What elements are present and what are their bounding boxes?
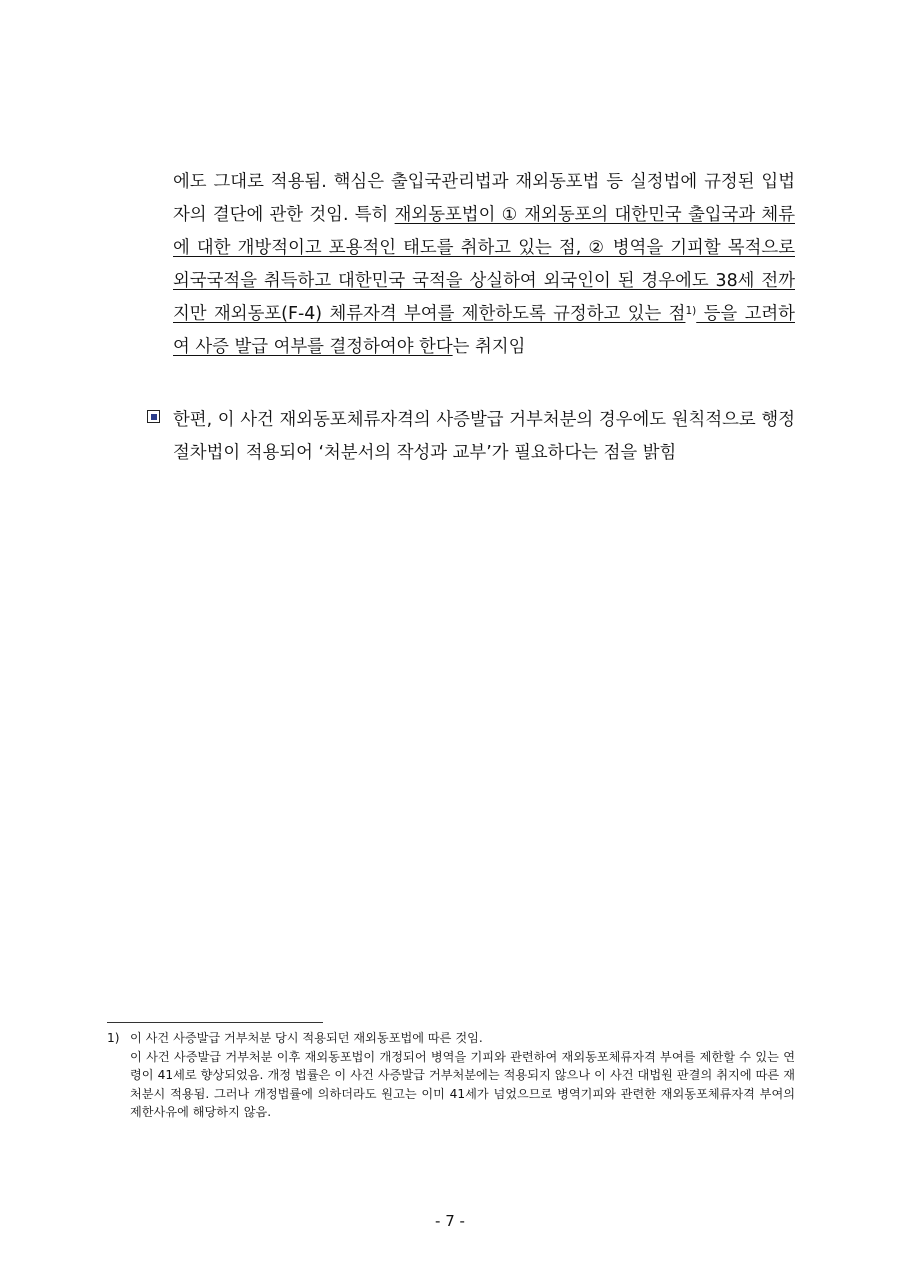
bullet-item (147, 404, 795, 470)
footnote-continuation: 이 사건 사증발급 거부처분 이후 재외동포법이 개정되어 병역을 기피와 관련하여 재외동포체류자격 부여를 제한할 수 있는 연령이 41세로 향상되었음. 개정 법률은 이 사건 사증발급 거부처분에는 적용되지 않으나 이 사건 대법원 판결의 취지에 따른 재처분시 적용됨. 그러나 개정법률에 의하더라도 원고는 이미 41세가 넘었으므로 병역기피와 관련한 재외동포체류자격 부여의 제한사유에 해당하지 않음. (130, 1049, 795, 1120)
bullet-text: 한편, 이 사건 재외동포체류자격의 사증발급 거부처분의 경우에도 원칙적으로 행정절차법이 적용되어 ‘처분서의 작성과 교부’가 필요하다는 점을 밝힘 (173, 410, 795, 463)
paragraph-underlined-text: 재외동포법이 ① 재외동포의 대한민국 출입국과 체류에 대한 개방적이고 포용적인 태도를 취하고 있는 점, ② 병역을 기피할 목적으로 외국국적을 취득하고 대한민국 국적을 상실하여 외국인이 된 경우에도 38세 전까지만 재외동포(F-4) 체류자격 부여를 제한하도록 규정하고 있는 점 (173, 205, 795, 324)
footnote-reference[interactable]: 1) (685, 305, 697, 317)
paragraph-tail-text: 는 취지임 (452, 337, 526, 357)
footnote-separator (107, 1022, 323, 1023)
page-number: - 7 - (435, 1212, 465, 1230)
footnote-text: 이 사건 사증발급 거부처분 당시 적용되던 재외동포법에 따른 것임. (130, 1031, 483, 1045)
paragraph-lead-text: 에도 그대로 적용됨. 핵심은 출입국관리법과 재외동포법 등 실정법에 규정된 입법자의 결단에 관한 것임. 특히 (173, 172, 795, 225)
footnote-number: 1) (107, 1031, 120, 1045)
footnote (107, 1029, 795, 1122)
body-paragraph (173, 166, 795, 364)
paragraph-underlined-text-2: 등을 고려하여 사증 발급 여부를 결정하여야 한다 (173, 304, 795, 357)
square-bullet-icon (147, 410, 160, 423)
